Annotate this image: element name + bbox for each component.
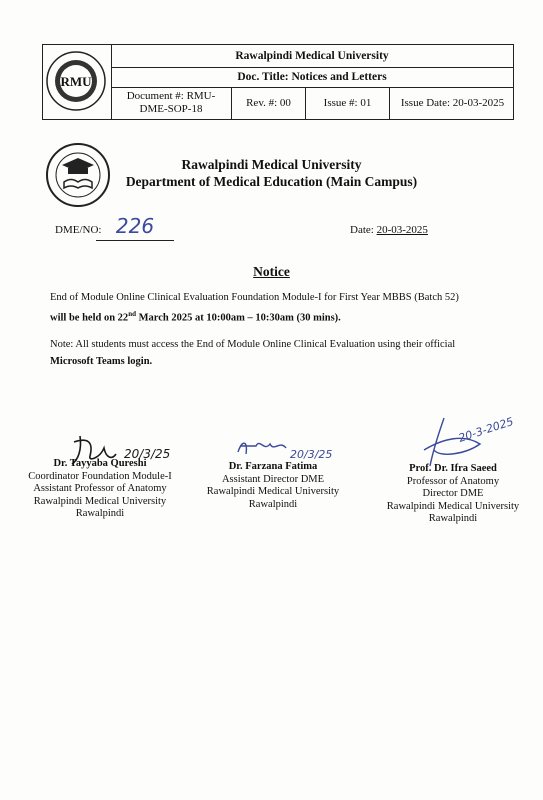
note-line-2: Microsoft Teams login. bbox=[50, 356, 153, 367]
note-paragraph bbox=[50, 336, 520, 370]
signatory-ifra bbox=[378, 463, 528, 526]
signatory-tayyaba bbox=[15, 458, 185, 521]
date-value: 20-03-2025 bbox=[376, 224, 428, 236]
svg-text:20/3/25: 20/3/25 bbox=[124, 447, 171, 461]
signatory-line: Director DME bbox=[422, 488, 484, 500]
university-seal-icon bbox=[43, 45, 109, 117]
letterhead-department: Department of Medical Education (Main Campus) bbox=[125, 174, 418, 189]
signatory-line: Rawalpindi Medical University bbox=[33, 495, 167, 507]
signatory-farzana bbox=[198, 461, 348, 511]
signatory-line: Assistant Professor of Anatomy bbox=[33, 483, 167, 495]
university-seal-cell bbox=[43, 45, 112, 119]
signatory-line: Rawalpindi bbox=[75, 508, 125, 520]
signatory-line: Rawalpindi Medical University bbox=[386, 500, 520, 512]
note-line-1: Note: All students must access the End of Module Online Clinical Evaluation using their official bbox=[50, 339, 456, 350]
doc-title-cell: Doc. Title: Notices and Letters bbox=[111, 67, 513, 88]
notice-line-2: will be held on 22nd March 2025 at 10:00am – 10:30am (30 mins). bbox=[50, 310, 341, 324]
ref-number: 226 bbox=[96, 214, 174, 241]
document-number-cell: Document #: RMU-DME-SOP-18 bbox=[126, 90, 216, 115]
signatory-line: Professor of Anatomy bbox=[406, 475, 500, 487]
document-control-table bbox=[42, 44, 514, 120]
date-label: Date: bbox=[350, 224, 374, 236]
signatory-line: Rawalpindi Medical University bbox=[206, 486, 340, 498]
notice-line-1: End of Module Online Clinical Evaluation Foundation Module-I for First Year MBBS (Batch 52) bbox=[50, 292, 459, 303]
signatory-name: Dr. Tayyaba Qureshi bbox=[53, 458, 147, 469]
notice-heading: Notice bbox=[253, 264, 290, 279]
ref-label: DME/NO: bbox=[55, 224, 102, 236]
signatory-line: Rawalpindi bbox=[428, 513, 478, 525]
letterhead-university: Rawalpindi Medical University bbox=[181, 157, 362, 172]
university-name-cell: Rawalpindi Medical University bbox=[111, 45, 513, 68]
notice-paragraph bbox=[50, 289, 520, 327]
svg-text:RMU: RMU bbox=[60, 74, 92, 89]
svg-text:20-3-2025: 20-3-2025 bbox=[456, 414, 516, 445]
svg-text:20/3/25: 20/3/25 bbox=[290, 448, 333, 461]
issue-number-cell: Issue #: 01 bbox=[305, 87, 389, 119]
signatory-name: Dr. Farzana Fatima bbox=[228, 461, 318, 472]
issue-date-cell: Issue Date: 20-03-2025 bbox=[389, 87, 515, 119]
doc-meta-row bbox=[111, 87, 513, 119]
signatory-line: Rawalpindi bbox=[248, 498, 298, 510]
signatory-line: Coordinator Foundation Module-I bbox=[28, 470, 172, 482]
date-line bbox=[350, 224, 428, 236]
revision-cell: Rev. #: 00 bbox=[231, 87, 305, 119]
signatory-name: Prof. Dr. Ifra Saeed bbox=[409, 463, 497, 474]
signature-ifra bbox=[410, 410, 530, 470]
signatory-line: Assistant Director DME bbox=[221, 473, 325, 485]
